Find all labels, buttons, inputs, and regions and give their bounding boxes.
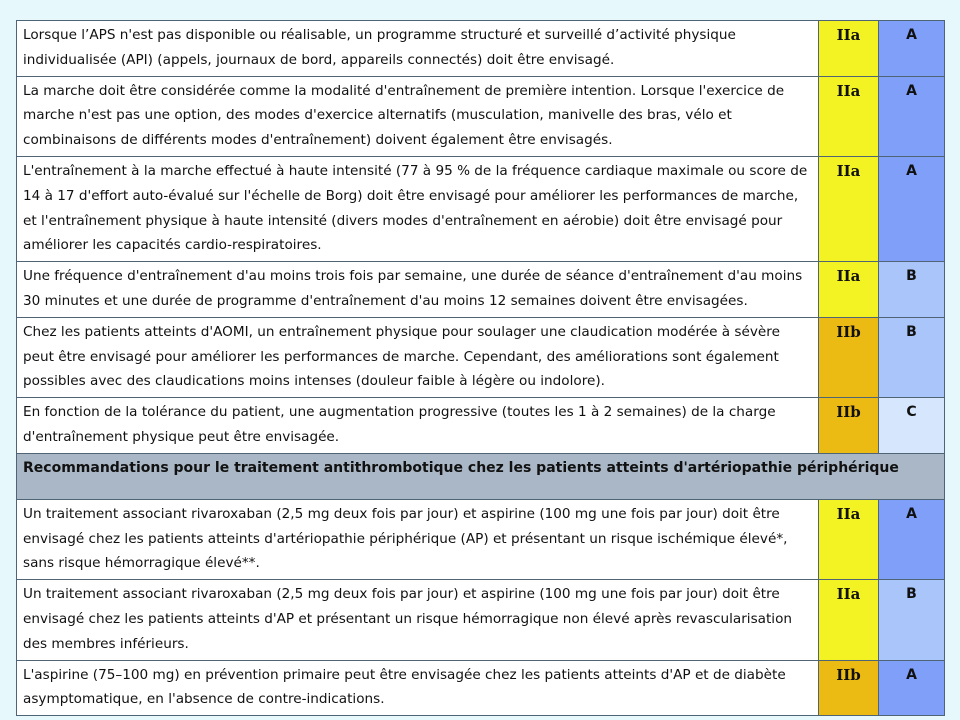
recommendation-text: La marche doit être considérée comme la modalité d'entraînement de première intention. Lorsque l'exercice de marche n'est pas une option, des modes d'exercice alternatifs (musculation, manivelle des bras, vélo et combinaisons de différents modes d'entraînement) doivent également être envisagés. [17, 76, 819, 156]
recommendation-class: IIa [819, 499, 879, 579]
recommendation-class: IIa [819, 76, 879, 156]
section-header: Recommandations pour le traitement antithrombotique chez les patients atteints d'artériopathie périphérique [17, 453, 945, 499]
recommendation-text: En fonction de la tolérance du patient, une augmentation progressive (toutes les 1 à 2 semaines) de la charge d'entraînement physique peut être envisagée. [17, 398, 819, 454]
recommendation-class: IIa [819, 156, 879, 261]
recommendation-level: B [879, 317, 945, 397]
recommendation-level: B [879, 580, 945, 660]
recommendation-text: Un traitement associant rivaroxaban (2,5 mg deux fois par jour) et aspirine (100 mg une fois par jour) doit être envisagé chez les patients atteints d'AP et présentant un risque hémorragique non élevé après revascularisation des membres inférieurs. [17, 580, 819, 660]
recommendation-row [17, 499, 945, 579]
recommendation-level: A [879, 76, 945, 156]
recommendation-level: C [879, 398, 945, 454]
recommendation-class: IIb [819, 398, 879, 454]
recommendation-level: A [879, 156, 945, 261]
recommendation-row [17, 660, 945, 716]
recommendations-bottom-group [17, 499, 945, 715]
recommendation-class: IIb [819, 660, 879, 716]
recommendation-row [17, 21, 945, 77]
recommendation-class: IIa [819, 262, 879, 318]
recommendation-text: Une fréquence d'entraînement d'au moins trois fois par semaine, une durée de séance d'entraînement d'au moins 30 minutes et une durée de programme d'entraînement d'au moins 12 semaines doivent être envisagées. [17, 262, 819, 318]
recommendation-level: A [879, 660, 945, 716]
recommendation-level: B [879, 262, 945, 318]
recommendation-class: IIa [819, 21, 879, 77]
recommendations-table [16, 20, 945, 716]
recommendation-level: A [879, 499, 945, 579]
recommendation-level: A [879, 21, 945, 77]
recommendation-row [17, 156, 945, 261]
recommendation-text: Chez les patients atteints d'AOMI, un entraînement physique pour soulager une claudication modérée à sévère peut être envisagé pour améliorer les performances de marche. Cependant, des améliorations sont également possibles avec des claudications moins intenses (douleur faible à légère ou indolore). [17, 317, 819, 397]
recommendation-row [17, 580, 945, 660]
recommendation-text: Un traitement associant rivaroxaban (2,5 mg deux fois par jour) et aspirine (100 mg une fois par jour) doit être envisagé chez les patients atteints d'artériopathie périphérique (AP) et présentant un risque ischémique élevé*, sans risque hémorragique élevé**. [17, 499, 819, 579]
recommendation-row [17, 262, 945, 318]
recommendations-top-group [17, 21, 945, 454]
recommendation-text: L'entraînement à la marche effectué à haute intensité (77 à 95 % de la fréquence cardiaque maximale ou score de 14 à 17 d'effort auto-évalué sur l'échelle de Borg) doit être envisagé pour améliorer les performances de marche, et l'entraînement physique à haute intensité (divers modes d'entraînement en aérobie) doit être envisagé pour améliorer les capacités cardio-respiratoires. [17, 156, 819, 261]
section-header-group [17, 453, 945, 499]
recommendation-text: L'aspirine (75–100 mg) en prévention primaire peut être envisagée chez les patients atteints d'AP et de diabète asymptomatique, en l'absence de contre-indications. [17, 660, 819, 716]
section-header-row [17, 453, 945, 499]
recommendation-row [17, 76, 945, 156]
recommendation-class: IIb [819, 317, 879, 397]
recommendation-text: Lorsque l’APS n'est pas disponible ou réalisable, un programme structuré et surveillé d’activité physique individualisée (API) (appels, journaux de bord, appareils connectés) doit être envisagé. [17, 21, 819, 77]
recommendation-row [17, 398, 945, 454]
recommendation-row [17, 317, 945, 397]
recommendation-class: IIa [819, 580, 879, 660]
